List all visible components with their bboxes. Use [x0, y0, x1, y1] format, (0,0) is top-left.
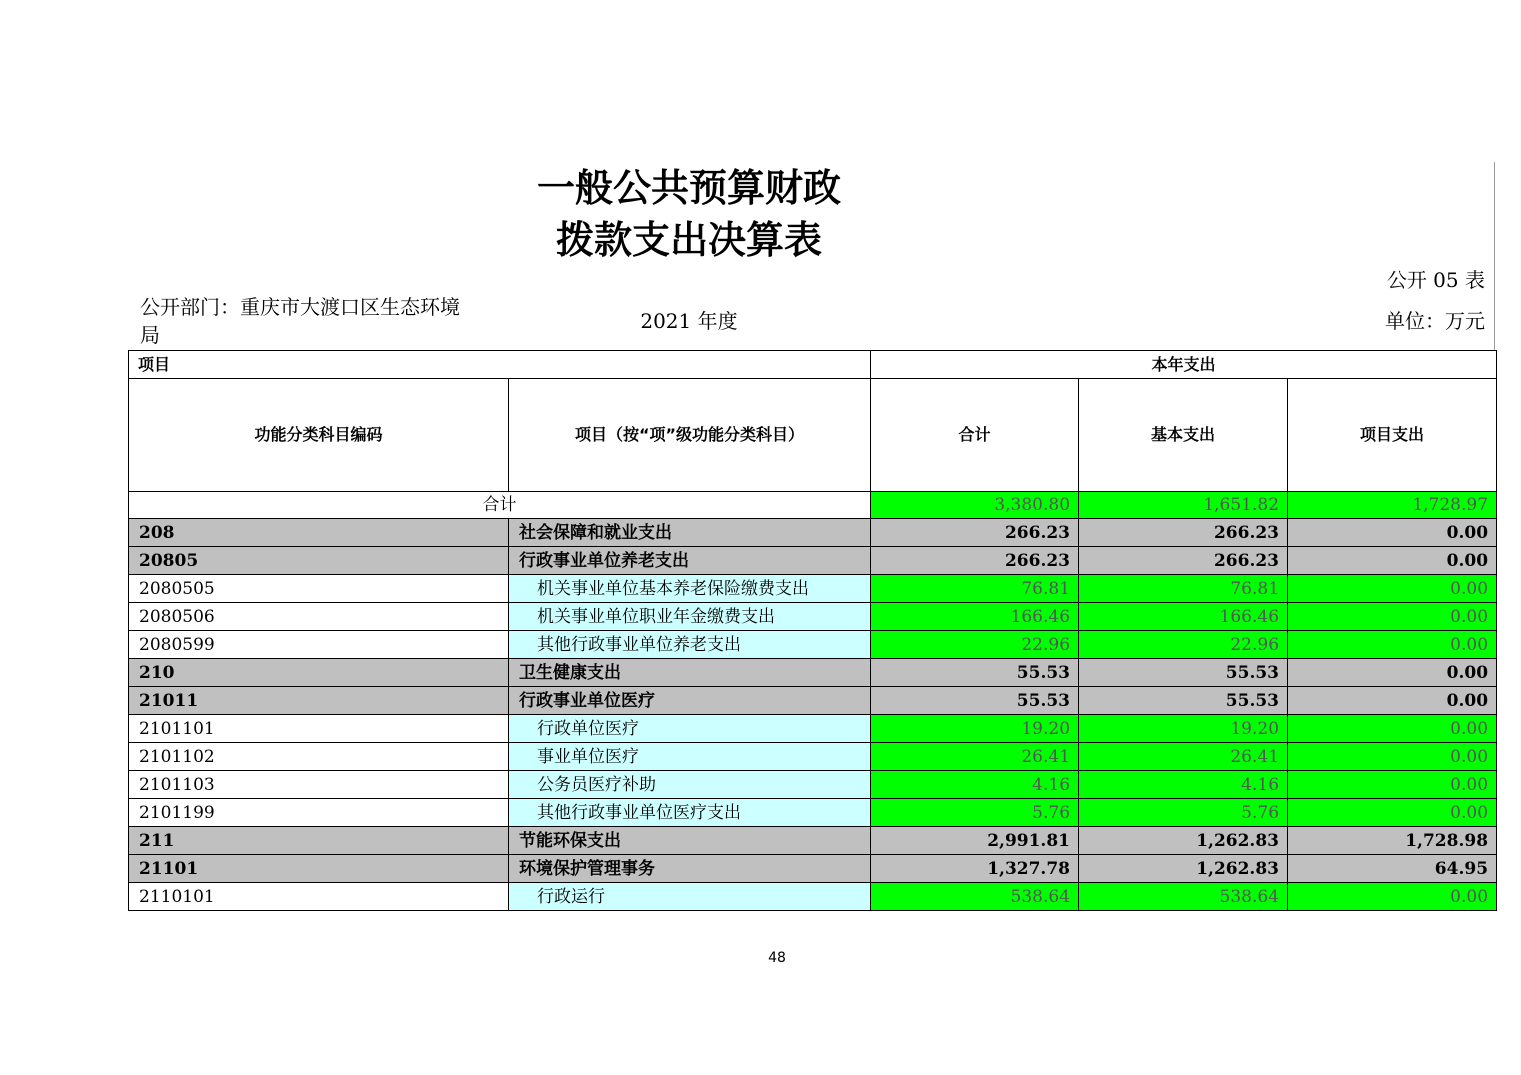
budget-table — [128, 350, 1497, 911]
total-cell: 19.20 — [871, 715, 1079, 743]
name-cell: 公务员医疗补助 — [509, 771, 871, 799]
table-row — [129, 659, 1497, 687]
table-row — [129, 603, 1497, 631]
total-cell: 55.53 — [871, 687, 1079, 715]
code-cell: 2080599 — [129, 631, 509, 659]
total-project-cell: 1,728.97 — [1288, 492, 1497, 519]
table-row — [129, 631, 1497, 659]
name-cell: 其他行政事业单位养老支出 — [509, 631, 871, 659]
basic-cell: 1,262.83 — [1079, 855, 1288, 883]
basic-cell: 266.23 — [1079, 519, 1288, 547]
project-cell: 0.00 — [1288, 715, 1497, 743]
total-cell: 22.96 — [871, 631, 1079, 659]
name-cell: 行政事业单位养老支出 — [509, 547, 871, 575]
table-row — [129, 575, 1497, 603]
project-cell: 0.00 — [1288, 799, 1497, 827]
name-cell: 卫生健康支出 — [509, 659, 871, 687]
total-cell: 5.76 — [871, 799, 1079, 827]
header-row-2 — [129, 379, 1497, 492]
total-cell: 266.23 — [871, 547, 1079, 575]
project-cell: 0.00 — [1288, 575, 1497, 603]
document-title — [489, 162, 889, 266]
department-line-2: 局 — [140, 323, 160, 347]
total-cell: 538.64 — [871, 883, 1079, 911]
project-cell: 0.00 — [1288, 547, 1497, 575]
table-row — [129, 519, 1497, 547]
name-cell: 节能环保支出 — [509, 827, 871, 855]
total-cell: 26.41 — [871, 743, 1079, 771]
basic-cell: 1,262.83 — [1079, 827, 1288, 855]
total-cell: 166.46 — [871, 603, 1079, 631]
table-row — [129, 687, 1497, 715]
basic-cell: 76.81 — [1079, 575, 1288, 603]
form-number: 公开 05 表 — [1386, 268, 1485, 292]
table-row — [129, 771, 1497, 799]
code-cell: 21011 — [129, 687, 509, 715]
code-cell: 2101102 — [129, 743, 509, 771]
name-cell: 其他行政事业单位医疗支出 — [509, 799, 871, 827]
code-cell: 210 — [129, 659, 509, 687]
project-cell: 0.00 — [1288, 519, 1497, 547]
title-line-1: 一般公共预算财政 — [536, 166, 841, 210]
name-cell: 机关事业单位基本养老保险缴费支出 — [509, 575, 871, 603]
project-cell: 0.00 — [1288, 603, 1497, 631]
project-cell: 0.00 — [1288, 659, 1497, 687]
basic-cell: 55.53 — [1079, 687, 1288, 715]
code-cell: 2110101 — [129, 883, 509, 911]
header-code: 功能分类科目编码 — [129, 379, 509, 492]
project-cell: 0.00 — [1288, 883, 1497, 911]
name-cell: 社会保障和就业支出 — [509, 519, 871, 547]
basic-cell: 19.20 — [1079, 715, 1288, 743]
total-cell: 76.81 — [871, 575, 1079, 603]
header-project: 项目 — [129, 351, 871, 379]
code-cell: 2080506 — [129, 603, 509, 631]
project-cell: 0.00 — [1288, 743, 1497, 771]
code-cell: 2080505 — [129, 575, 509, 603]
name-cell: 行政单位医疗 — [509, 715, 871, 743]
basic-cell: 5.76 — [1079, 799, 1288, 827]
basic-cell: 166.46 — [1079, 603, 1288, 631]
header-item: 项目（按“项”级功能分类科目） — [509, 379, 871, 492]
code-cell: 2101101 — [129, 715, 509, 743]
header-project-expense: 项目支出 — [1288, 379, 1497, 492]
total-basic-cell: 1,651.82 — [1079, 492, 1288, 519]
total-sum-cell: 3,380.80 — [871, 492, 1079, 519]
code-cell: 208 — [129, 519, 509, 547]
code-cell: 2101103 — [129, 771, 509, 799]
basic-cell: 4.16 — [1079, 771, 1288, 799]
currency-unit: 单位：万元 — [1385, 309, 1485, 333]
total-label: 合计 — [129, 492, 871, 519]
project-cell: 0.00 — [1288, 771, 1497, 799]
total-cell: 1,327.78 — [871, 855, 1079, 883]
department — [140, 293, 460, 349]
margin-rule — [1494, 162, 1495, 350]
table-row — [129, 743, 1497, 771]
total-cell: 4.16 — [871, 771, 1079, 799]
basic-cell: 266.23 — [1079, 547, 1288, 575]
project-cell: 0.00 — [1288, 631, 1497, 659]
project-cell: 0.00 — [1288, 687, 1497, 715]
project-cell: 1,728.98 — [1288, 827, 1497, 855]
table-row — [129, 883, 1497, 911]
basic-cell: 538.64 — [1079, 883, 1288, 911]
title-line-2: 拨款支出决算表 — [555, 218, 822, 262]
table-row — [129, 715, 1497, 743]
code-cell: 2101199 — [129, 799, 509, 827]
name-cell: 行政事业单位医疗 — [509, 687, 871, 715]
department-line-1: 公开部门：重庆市大渡口区生态环境 — [140, 295, 460, 319]
table-row — [129, 547, 1497, 575]
fiscal-year: 2021 年度 — [640, 309, 738, 333]
total-cell: 55.53 — [871, 659, 1079, 687]
code-cell: 21101 — [129, 855, 509, 883]
code-cell: 211 — [129, 827, 509, 855]
table-row — [129, 799, 1497, 827]
project-cell: 64.95 — [1288, 855, 1497, 883]
basic-cell: 22.96 — [1079, 631, 1288, 659]
total-cell: 2,991.81 — [871, 827, 1079, 855]
header-row-1 — [129, 351, 1497, 379]
header-total: 合计 — [871, 379, 1079, 492]
table-row — [129, 855, 1497, 883]
name-cell: 机关事业单位职业年金缴费支出 — [509, 603, 871, 631]
basic-cell: 26.41 — [1079, 743, 1288, 771]
name-cell: 事业单位医疗 — [509, 743, 871, 771]
header-basic: 基本支出 — [1079, 379, 1288, 492]
page-number: 48 — [768, 950, 786, 966]
total-cell: 266.23 — [871, 519, 1079, 547]
basic-cell: 55.53 — [1079, 659, 1288, 687]
code-cell: 20805 — [129, 547, 509, 575]
name-cell: 环境保护管理事务 — [509, 855, 871, 883]
table-row — [129, 827, 1497, 855]
name-cell: 行政运行 — [509, 883, 871, 911]
header-current-year: 本年支出 — [871, 351, 1497, 379]
total-row — [129, 492, 1497, 519]
